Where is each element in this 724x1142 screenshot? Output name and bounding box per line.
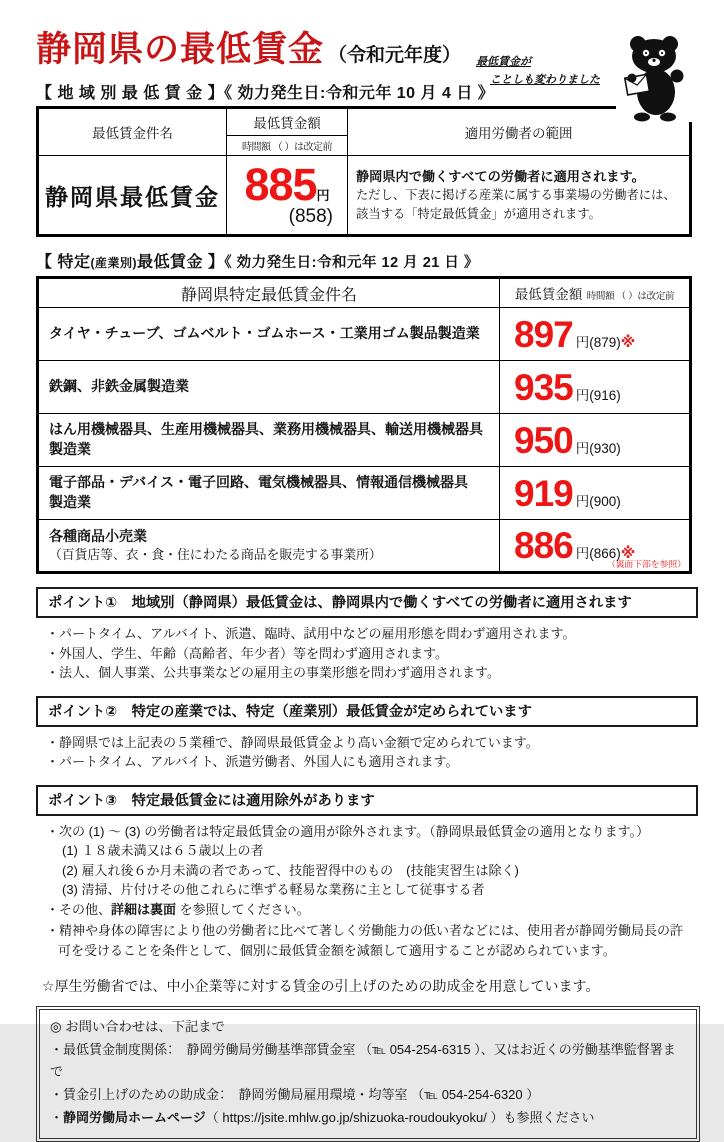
contact-homepage-label: 静岡労働局ホームページ (63, 1109, 206, 1125)
bullet: ・精神や身体の障害により他の労働者に比べて著しく労働能力の低い者などには、使用者が静岡労働局長の許可を受けることを条件として、個別に最低賃金額を減額して適用することが認められています。 (46, 923, 684, 958)
bullet-text: を参照してください。 (176, 901, 310, 917)
point-2-section (36, 696, 692, 772)
contact-subsidy-line: ・賃金引上げのための助成金： 静岡労働局雇用環境・均等室 （℡ 054-254-6320 ） (50, 1087, 540, 1103)
mascot-slogan (476, 54, 600, 89)
heading-part: 【 特定 (36, 254, 91, 271)
amount-note: 時間額 （ ）は改定前 (586, 290, 675, 302)
amount-header: 最低賃金額 (227, 109, 347, 136)
bullet: ・パートタイム、アルバイト、派遣労働者、外国人にも適用されます。 (46, 754, 459, 769)
amount-previous: (858) (288, 206, 333, 228)
table-row-electronics (38, 467, 691, 520)
amount-note-ref: （裏面下部を参照） (606, 559, 686, 570)
specific-section-heading (36, 249, 692, 272)
point-2-heading: ポイント② 特定の産業では、特定（産業別）最低賃金が定められています (36, 696, 698, 727)
regional-wage-scope (348, 156, 691, 236)
contact-box (36, 1006, 700, 1142)
industry-amount (500, 414, 691, 467)
col-header-specific-amount (500, 278, 691, 308)
heading-date: 《 効力発生日:令和元年 12 月 21 日 》 (224, 255, 479, 271)
regional-wage-table (36, 106, 692, 237)
industry-line: 電子部品・デバイス・電子回路、電気機械器具、情報通信機械器具 (49, 474, 469, 491)
regional-section-heading: 【 地 域 別 最 低 賃 金 】《 効力発生日:令和元年 10 月 4 日 》 (36, 85, 495, 102)
scope-line: 該当する「特定最低賃金」が適用されます。 (356, 206, 601, 221)
col-header-specific-name: 静岡県特定最低賃金件名 (38, 278, 500, 308)
amount-previous: 円(930) (575, 440, 621, 456)
mascot-slogan-line1: 最低賃金が (476, 56, 531, 68)
contact-homepage-line (50, 1107, 686, 1130)
industry-amount (500, 520, 691, 573)
amount-value: 885 (244, 159, 317, 211)
scope-line: ただし、下表に掲げる産業に属する事業場の労働者には、 (356, 188, 676, 203)
table-header-row (38, 278, 691, 308)
point-3-heading: ポイント③ 特定最低賃金には適用除外があります (36, 785, 698, 816)
page-title-year: （令和元年度） (328, 45, 462, 66)
industry-name (38, 467, 500, 520)
table-header-row (38, 108, 691, 156)
bullet: ・パートタイム、アルバイト、派遣、臨時、試用中などの雇用形態を問わず適用されます。 (46, 626, 576, 641)
table-row-tire-rubber (38, 308, 691, 361)
amount-value: 950 (514, 419, 573, 461)
table-row-machinery (38, 414, 691, 467)
col-header-wage-amount (227, 108, 348, 156)
industry-amount (500, 308, 691, 361)
scope-line: 静岡県内で働くすべての労働者に適用されます。 (356, 168, 645, 184)
bullet-text-bold: 詳細は裏面 (111, 901, 177, 917)
industry-name (38, 520, 500, 573)
industry-name (38, 361, 500, 414)
table-row-steel (38, 361, 691, 414)
industry-line: 鉄鋼、非鉄金属製造業 (49, 378, 189, 395)
industry-line: 製造業 (49, 441, 91, 457)
point-3-section (36, 785, 692, 961)
amount-value: 886 (514, 525, 573, 566)
point-1-heading: ポイント① 地域別（静岡県）最低賃金は、静岡県内で働くすべての労働者に適用されます (36, 587, 698, 618)
industry-amount (500, 361, 691, 414)
bullet: ・次の (1) ～ (3) の労働者は特定最低賃金の適用が除外されます。（静岡県最低賃金の適用となります。） (46, 823, 650, 839)
col-header-wage-name: 最低賃金件名 (38, 108, 227, 156)
amount-subheader: 時間額 （ ）は改定前 (241, 142, 333, 153)
point-3-body (36, 816, 692, 961)
contact-heading: ◎ お問い合わせは、下記まで (50, 1019, 225, 1034)
industry-name (38, 414, 500, 467)
industry-amount (500, 467, 691, 520)
bullet-see-back (46, 900, 690, 920)
bullet: ・静岡県では上記表の５業種で、静岡県最低賃金より高い金額で定められています。 (46, 734, 539, 750)
amount-unit: 円 (316, 188, 330, 204)
amount-previous: 円(879) (575, 334, 621, 350)
header (36, 22, 692, 86)
amount-header: 最低賃金額 (514, 286, 583, 302)
bear-mascot-icon (616, 32, 696, 122)
bullet-sub: (2) 雇入れ後６か月未満の者であって、技能習得中のもの (技能実習生は除く) (62, 862, 519, 878)
contact-box-inner (39, 1009, 697, 1139)
bullet-text: ・その他、 (46, 901, 112, 917)
bullet-sub: (3) 清掃、片付けその他これらに準ずる軽易な業務に主として従事する者 (62, 882, 485, 897)
heading-part: 最低賃金 】 (136, 254, 225, 271)
page-title: 静岡県の最低賃金 (36, 30, 325, 69)
industry-line: （百貨店等、衣・食・住にわたる商品を販売する事業所） (49, 547, 382, 563)
bullet: ・外国人、学生、年齢（高齢者、年少者）等を問わず適用されます。 (46, 645, 448, 661)
col-header-scope: 適用労働者の範囲 (348, 108, 691, 156)
point-2-body (36, 727, 692, 772)
industry-line: はん用機械器具、生産用機械器具、業務用機械器具、輸送用機械器具 (49, 421, 483, 438)
amount-value: 935 (514, 366, 573, 408)
industry-line: タイヤ・チューブ、ゴムベルト・ゴムホース・工業用ゴム製品製造業 (49, 325, 480, 342)
amount-previous: 円(916) (575, 387, 621, 403)
contact-wage-system-line: ・最低賃金制度関係： 静岡労働局労働基準部賃金室 （℡ 054-254-6315 ）、又はお近くの労働基準監督署まで (50, 1041, 676, 1080)
contact-text: ・ (50, 1109, 64, 1125)
amount-value: 897 (514, 313, 573, 355)
industry-line: 製造業 (49, 494, 91, 510)
bullet: ・法人、個人事業、公共事業などの雇用主の事業形態を問わず適用されます。 (46, 665, 500, 680)
point-1-body (36, 618, 692, 683)
subsidy-note: ☆厚生労働省では、中小企業等に対する賃金の引上げのための助成金を用意しています。 (42, 978, 600, 994)
specific-wage-table (36, 276, 692, 574)
table-row-retail (38, 520, 691, 573)
amount-previous: 円(866) (575, 546, 621, 561)
table-row (38, 156, 691, 236)
regional-wage-name: 静岡県最低賃金 (38, 156, 227, 236)
heading-part-small: (産業別) (90, 256, 137, 270)
mascot-slogan-line2: ことしも変わりました (490, 73, 600, 86)
asterisk-mark: ※ (620, 333, 636, 351)
industry-line: 各種商品小売業 (49, 527, 147, 544)
bullet-sub: (1) １８歳未満又は６５歳以上の者 (62, 843, 264, 858)
industry-name (38, 308, 500, 361)
regional-wage-amount (227, 156, 348, 236)
amount-previous: 円(900) (575, 493, 621, 509)
asterisk-mark: ※ (620, 545, 636, 562)
point-1-section (36, 587, 692, 683)
contact-homepage-url: （ https://jsite.mhlw.go.jp/shizuoka-roudoukyoku/ ）も参照ください (205, 1109, 595, 1125)
amount-value: 919 (514, 472, 573, 514)
